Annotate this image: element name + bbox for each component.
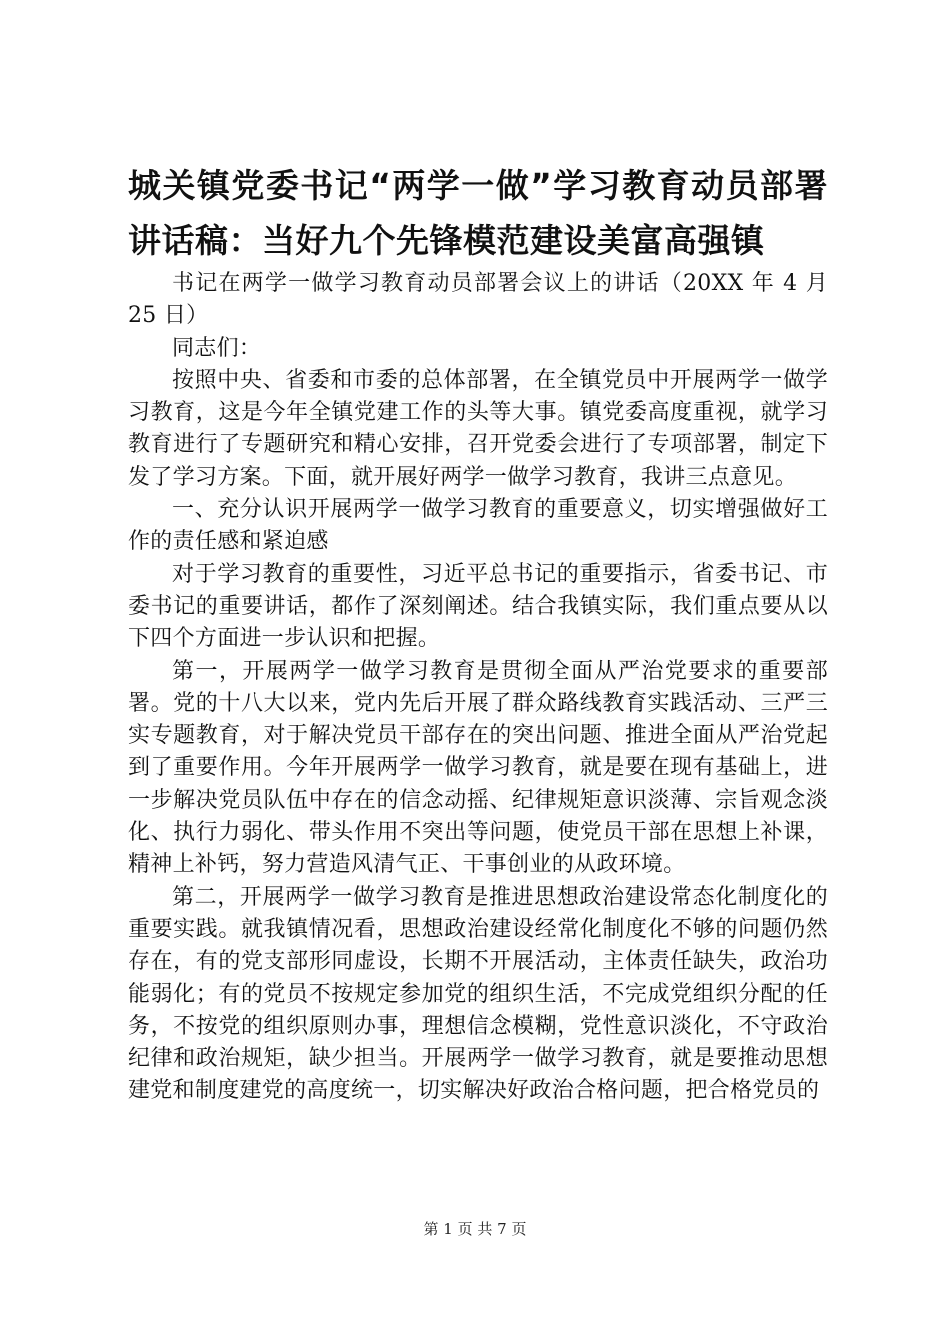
document-body bbox=[128, 268, 828, 1108]
paragraph-5: 对于学习教育的重要性，习近平总书记的重要指示，省委书记、市委书记的重要讲话，都作了深刻阐述。结合我镇实际，我们重点要从以下四个方面进一步认识和把握。 bbox=[128, 561, 828, 652]
paragraph-7: 第二，开展两学一做学习教育是推进思想政治建设常态化制度化的重要实践。就我镇情况看，思想政治建设经常化制度化不够的问题仍然存在，有的党支部形同虚设，长期不开展活动，主体责任缺失，政治功能弱化；有的党员不按规定参加党的组织生活，不完成党组织分配的任务，不按党的组织原则办事，理想信念模糊，党性意识淡化，不守政治纪律和政治规矩，缺少担当。开展两学一做学习教育，就是要推动思想建党和制度建党的高度统一，切实解决好政治合格问题，把合格党员的 bbox=[128, 884, 828, 1104]
paragraph-1: 书记在两学一做学习教育动员部署会议上的讲话（20XX 年 4 月 25 日） bbox=[128, 271, 828, 329]
paragraph-2: 同志们： bbox=[172, 335, 262, 361]
paragraph-6: 第一，开展两学一做学习教育是贯彻全面从严治党要求的重要部署。党的十八大以来，党内先后开展了群众路线教育实践活动、三严三实专题教育，对于解决党员干部存在的突出问题、推进全面从严治党起到了重要作用。今年开展两学一做学习教育，就是要在现有基础上，进一步解决党员队伍中存在的信念动摇、纪律规矩意识淡薄、宗旨观念淡化、执行力弱化、带头作用不突出等问题，使党员干部在思想上补课，精神上补钙，努力营造风清气正、干事创业的从政环境。 bbox=[128, 658, 828, 878]
document-page bbox=[128, 158, 828, 1108]
paragraph-3: 按照中央、省委和市委的总体部署，在全镇党员中开展两学一做学习教育，这是今年全镇党建工作的头等大事。镇党委高度重视，就学习教育进行了专题研究和精心安排，召开党委会进行了专项部署，制定下发了学习方案。下面，就开展好两学一做学习教育，我讲三点意见。 bbox=[128, 367, 828, 490]
document-title: 城关镇党委书记“两学一做”学习教育动员部署讲话稿：当好九个先锋模范建设美富高强镇 bbox=[128, 166, 828, 260]
page-footer: 第 1 页 共 7 页 bbox=[423, 1220, 527, 1238]
paragraph-4: 一、充分认识开展两学一做学习教育的重要意义，切实增强做好工作的责任感和紧迫感 bbox=[128, 497, 828, 555]
